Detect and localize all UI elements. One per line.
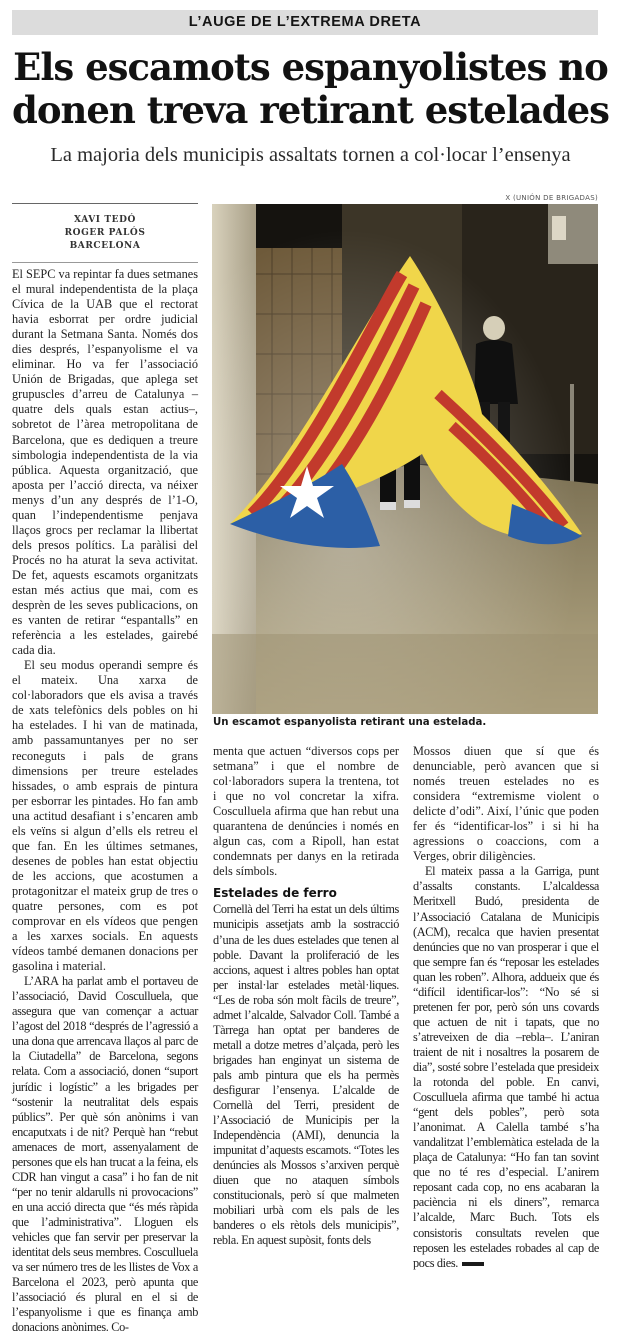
- paragraph: [413, 864, 599, 1270]
- byline-divider: [12, 262, 198, 263]
- article-column-1: [12, 267, 198, 1335]
- article-column-3: [413, 744, 599, 1271]
- byline-author-1: XAVI TEDÓ: [74, 215, 136, 225]
- photo-credit: X (UNIÓN DE BRIGADAS): [505, 194, 598, 202]
- paragraph: El SEPC va repintar fa dues setmanes el mural independentista de la plaça Cívica de la UAB que el rectorat havia esborrat per ordre judicial durant la Setmana Santa. Només dos dies després, l’espanyolisme el va eliminar. Ho va fer l’associació Unión de Brigadas, que aplega set grupuscles d’arreu de Catalunya –quatre dels quals estan actius–, sobretot de l’àrea metropolitana de Barcelona, que es dediquen a treure simbologia independentista de la via pública. Aquesta organització, que aposta per l’acció directa, va néixer menys d’un any després de l’1-O, quan l’independentisme penjava llaços grocs per reclamar la llibertat dels presos polítics. La paràlisi del Procés no ha aturat la seva activitat. De fet, aquests escamots organitzats estan més actius que mai, com es desprèn de les seves publicacions, on es vanten de retirar “espantalls” en referència a les estelades, gairebé cada dia.: [12, 267, 198, 658]
- foreground-ground: [212, 634, 598, 714]
- photo-illustration: [212, 204, 598, 714]
- end-of-article-mark: [462, 1262, 484, 1266]
- news-photo: [212, 204, 598, 714]
- article-column-2: [213, 744, 399, 1249]
- section-label: L’AUGE DE L’EXTREMA DRETA: [12, 10, 598, 35]
- byline-location: BARCELONA: [69, 241, 141, 251]
- section-subhead: Estelades de ferro: [213, 886, 337, 901]
- paragraph: menta que actuen “diversos cops per setmana” i que el nombre de col·laboradors supera la trentena, tot i que no vol concretar la xifra. Cosculluela afirma que han rebut una quarantena de denúncies i només en algun cas, com a Ripoll, han estat condemnats per danys en la retirada dels símbols.: [213, 744, 399, 879]
- byline-author-2: ROGER PALÓS: [64, 228, 146, 238]
- paragraph-text: El mateix passa a la Garriga, punt d’assalts constants. L’alcaldessa Meritxell Budó, presidenta de l’Associació Catalana de Municipis (ACM), recalca que havien presentat denúncies que no van prosperar i que el que sempre fan és “reposar les estelades quan les roben”. Alhora, addueix que és “difícil identificar-los”: “No sé si pretenen fer por, però són uns covards que actuen de nit i tapats, que no s’atreveixen de dia –rebla–. L’aniran traient de nit i nosaltres la posarem de dia”, sosté sobre l’estelada que presideix la rotonda del poble. En canvi, Cosculluela afirma que també hi actua “gent dels pobles”, però sota l’anonimat. A Calella també s’ha vandalitzat l’emblemàtica estelada de la plaça de Catalunya: “Ho fan tan sovint que no té res d’especial. L’anirem reposant cada cop, no ens acabaran la paciència ni els diners”, remarca l’alcalde, Marc Buch. Tots els consistoris consultats revelen que reposen les estelades robades al cap de pocs dies.: [413, 864, 599, 1270]
- subtitle: La majoria dels municipis assaltats tornen a col·locar l’ensenya: [50, 144, 571, 166]
- paragraph: Cornellà del Terri ha estat un dels últims municipis assetjats amb la sostracció d’una de les dues estelades que tenen al poble. Davant la proliferació de les accions, aquest i altres pobles han optat per instal·lar estelades metàl·liques. “Les de roba són molt fàcils de treure”, admet l’alcalde, Salvador Coll. També a Tàrrega han optat per banderes de metall a dotze metres d’alçada, però les brigades han enginyat un sistema de pals amb pintura que els ha permès desfigurar l’ensenya. L’alcalde de Cornellà del Terri, president de l’Associació de Municipis per la Independència (AMI), denuncia la impunitat d’aquests escamots. “Totes les denúncies als Mossos s’arxiven perquè diuen que no ataquen símbols constitucionals, però sí que malmeten mobiliari urbà com els pals de les banderes o els rètols dels municipis”, rebla. En aquest supòsit, fonts dels: [213, 902, 399, 1248]
- byline: [12, 203, 198, 253]
- paragraph: Mossos diuen que sí que és denunciable, però avancen que si només treuen estelades no es considera “extremisme violent o delicte d’odi”. Així, l’únic que poden fer és “identificar-los” i si hi ha agressions o coaccions, com a Verges, obrir diligències.: [413, 744, 599, 864]
- headline: Els escamots espanyolistes no donen treva retirant estelades: [11, 45, 610, 132]
- paragraph: El seu modus operandi sempre és el mateix. Una xarxa de col·laboradors que els avisa a través de xats telefònics dels pobles on hi ha estelades. I hi van de matinada, amb passamuntanyes per no ser reconeguts i pals de grans dimensions per treure estelades hissades, o amb esprais de pintura per esborrar les pintades. Ho fan amb una actitud desafiant i s’encaren amb els veïns si algun d’ells els retreu el que fan. En les últimes setmanes, desenes de pobles han estat objectiu de les accions, que acostumen a protagonitzar el mateix grup de tres o quatre persones, com es pot comprovar en els vídeos que pengen a les xarxes socials. En aquests vídeos també demanen donacions per gasolina i material.: [12, 658, 198, 974]
- paragraph: L’ARA ha parlat amb el portaveu de l’associació, David Cosculluela, que assegura que van començar a actuar l’agost del 2018 “després de l’agressió a una dona que arrencava llaços al parc de la Ciutadella” de Barcelona, segons relata. Com a associació, donen “suport jurídic i logístic” a les brigades per “sostenir la neutralitat dels espais públics”. Per què són anònims i van encaputxats i de nit? Perquè han “rebut amenaces de mort, assenyalament de persones que els han trucat a la feina, els CDR han vingut a casa” i ho fan de nit “per no tenir aldarulls ni provocacions” en una acció directa que “és més ràpida que l’administrativa”. Lloguen els vehicles que fan servir per preservar la identitat dels seus membres. Cosculluela va ser número tres de les llistes de Vox a Barcelona el 2023, però apunta que l’associació és plural en el si de l’espanyolisme i que es finança amb donacions anònimes. Co-: [12, 974, 198, 1335]
- photo-caption: Un escamot espanyolista retirant una estelada.: [213, 717, 487, 728]
